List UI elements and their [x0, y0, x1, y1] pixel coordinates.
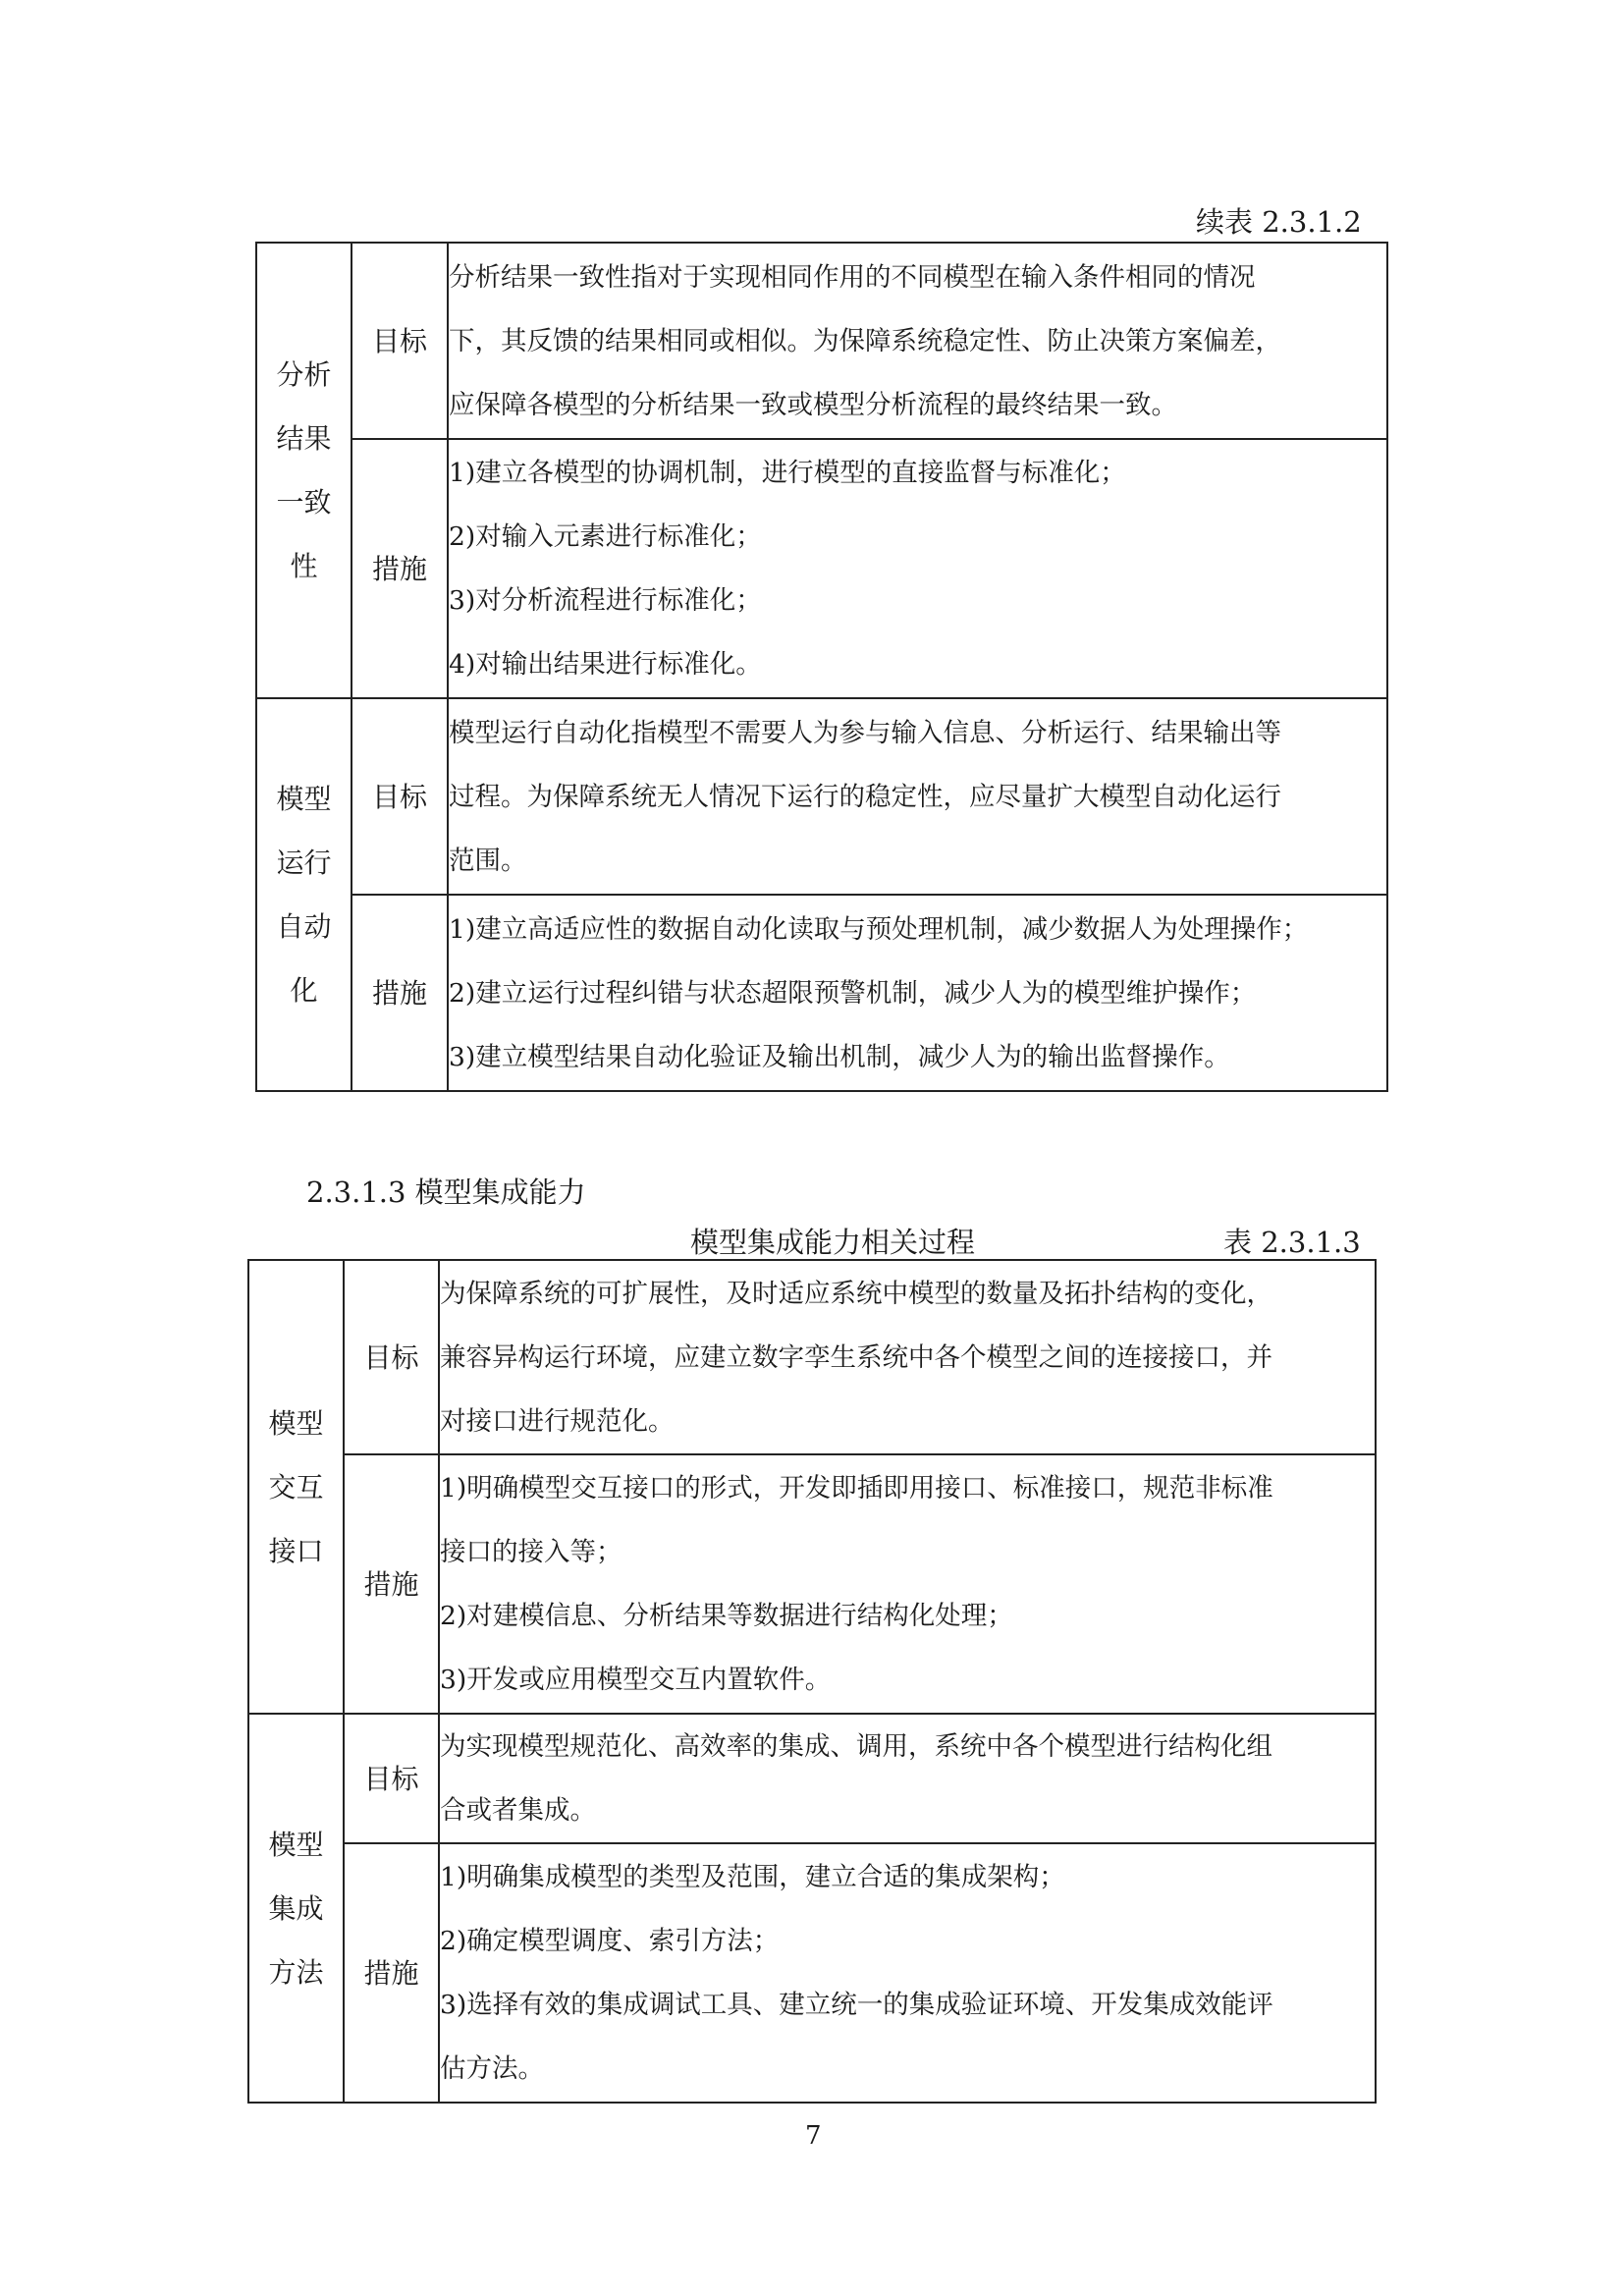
category-text: 集成 [268, 1891, 324, 1925]
table1-category-2 [256, 698, 352, 1091]
content-line: 对接口进行规范化。 [440, 1405, 675, 1437]
row-kind-goal [344, 1260, 439, 1454]
category-text: 模型 [268, 1406, 324, 1440]
category-text: 交互 [268, 1470, 324, 1503]
table-row [248, 1714, 1376, 1843]
content-line: 应保障各模型的分析结果一致或模型分析流程的最终结果一致。 [449, 389, 1177, 420]
row-kind-measures [344, 1454, 439, 1714]
table-row [248, 1843, 1376, 2103]
content-line: 3)对分析流程进行标准化； [449, 585, 762, 616]
page-number: 7 [805, 2121, 822, 2151]
content-line: 分析结果一致性指对于实现相同作用的不同模型在输入条件相同的情况 [449, 261, 1256, 293]
category-text: 结果 [276, 422, 332, 455]
table-row [256, 895, 1387, 1091]
category-text: 化 [290, 974, 318, 1007]
content-line: 2)对建模信息、分析结果等数据进行结构化处理； [440, 1601, 1013, 1631]
row-content [448, 698, 1387, 895]
content-line: 兼容异构运行环境，应建立数字孪生系统中各个模型之间的连接接口，并 [440, 1341, 1272, 1373]
kind-label: 目标 [371, 324, 427, 357]
kind-label: 措施 [363, 1956, 419, 1990]
row-content [439, 1260, 1376, 1454]
content-line: 1)建立高适应性的数据自动化读取与预处理机制，减少数据人为处理操作； [449, 913, 1309, 945]
category-text: 自动 [276, 910, 332, 943]
category-text: 运行 [276, 847, 332, 879]
category-text: 性 [290, 550, 318, 582]
content-line: 估方法。 [440, 2053, 544, 2084]
table2-category-1 [248, 1260, 344, 1714]
row-content [448, 243, 1387, 439]
row-content [439, 1843, 1376, 2103]
category-text: 一致 [276, 486, 332, 519]
content-line: 3)建立模型结果自动化验证及输出机制，减少人为的输出监督操作。 [449, 1041, 1230, 1072]
content-line: 2)对输入元素进行标准化； [449, 521, 762, 552]
table-row [256, 243, 1387, 439]
table1-caption: 续表 2.3.1.2 [1196, 205, 1362, 239]
kind-label: 目标 [363, 1340, 419, 1374]
category-text: 接口 [268, 1534, 324, 1567]
table2 [247, 1259, 1377, 2104]
kind-label: 措施 [363, 1567, 419, 1601]
row-kind-goal [344, 1714, 439, 1843]
content-line: 为实现模型规范化、高效率的集成、调用，系统中各个模型进行结构化组 [440, 1731, 1272, 1762]
row-content [439, 1454, 1376, 1714]
content-line: 过程。为保障系统无人情况下运行的稳定性，应尽量扩大模型自动化运行 [449, 781, 1281, 812]
table1-category-1 [256, 243, 352, 698]
content-line: 下，其反馈的结果相同或相似。为保障系统稳定性、防止决策方案偏差， [449, 325, 1281, 356]
kind-label: 措施 [371, 976, 427, 1010]
table2-number: 表 2.3.1.3 [1223, 1226, 1361, 1259]
content-line: 1)明确模型交互接口的形式，开发即插即用接口、标准接口，规范非标准 [440, 1473, 1273, 1503]
table-row [248, 1260, 1376, 1454]
content-line: 接口的接入等； [440, 1537, 622, 1567]
content-line: 3)选择有效的集成调试工具、建立统一的集成验证环境、开发集成效能评 [440, 1990, 1273, 2020]
table2-category-2 [248, 1714, 344, 2103]
table2-title: 模型集成能力相关过程 [690, 1226, 976, 1259]
row-content [448, 439, 1387, 698]
content-line: 2)确定模型调度、索引方法； [440, 1926, 780, 1956]
category-text: 方法 [268, 1955, 324, 1989]
section-heading: 2.3.1.3 模型集成能力 [306, 1175, 586, 1209]
content-line: 1)建立各模型的协调机制，进行模型的直接监督与标准化； [449, 458, 1126, 488]
content-line: 3)开发或应用模型交互内置软件。 [440, 1665, 832, 1695]
table-row [256, 698, 1387, 895]
kind-label: 措施 [371, 552, 427, 585]
content-line: 4)对输出结果进行标准化。 [449, 649, 762, 680]
table-row [248, 1454, 1376, 1714]
kind-label: 目标 [363, 1762, 419, 1795]
content-line: 1)明确集成模型的类型及范围，建立合适的集成架构； [440, 1862, 1065, 1892]
row-content [439, 1714, 1376, 1843]
row-kind-measures [352, 439, 448, 698]
kind-label: 目标 [371, 780, 427, 813]
row-kind-measures [344, 1843, 439, 2103]
table1 [255, 242, 1388, 1092]
content-line: 合或者集成。 [440, 1795, 596, 1826]
content-line: 模型运行自动化指模型不需要人为参与输入信息、分析运行、结果输出等 [449, 717, 1281, 748]
content-line: 为保障系统的可扩展性，及时适应系统中模型的数量及拓扑结构的变化， [440, 1278, 1272, 1309]
category-text: 模型 [276, 783, 332, 815]
content-line: 2)建立运行过程纠错与状态超限预警机制，减少人为的模型维护操作； [449, 977, 1257, 1009]
category-text: 模型 [268, 1828, 324, 1861]
category-text: 分析 [276, 358, 332, 391]
table-row [256, 439, 1387, 698]
row-kind-goal [352, 698, 448, 895]
row-kind-measures [352, 895, 448, 1091]
content-line: 范围。 [449, 845, 527, 876]
row-kind-goal [352, 243, 448, 439]
row-content [448, 895, 1387, 1091]
